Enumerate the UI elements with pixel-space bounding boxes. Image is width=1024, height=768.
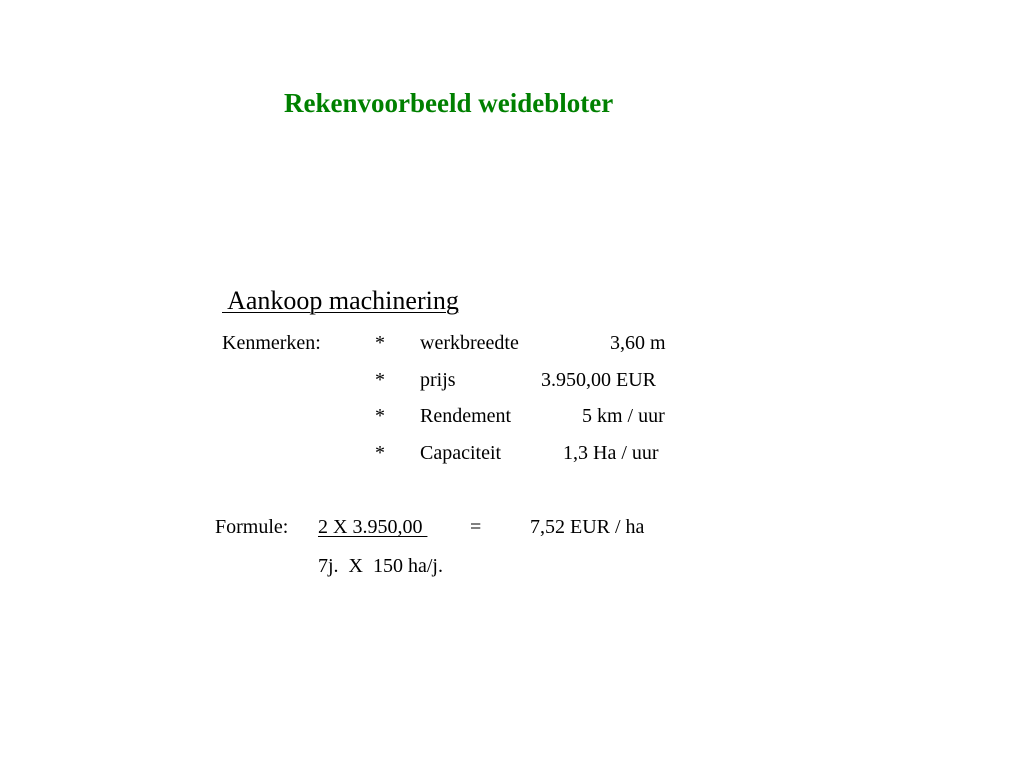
spec-value: 5 km / uur (582, 405, 665, 427)
bullet-star: * (375, 405, 385, 427)
spec-value: 3,60 m (610, 332, 666, 354)
bullet-star: * (375, 442, 385, 464)
slide-title: Rekenvoorbeeld weidebloter (284, 88, 614, 118)
formula-numerator: 2 X 3.950,00 (318, 516, 428, 538)
spec-value: 1,3 Ha / uur (563, 442, 659, 464)
formula-equals: = (470, 516, 482, 538)
spec-value: 3.950,00 EUR (541, 369, 656, 391)
spec-name: werkbreedte (420, 332, 519, 354)
formula-denominator: 7j. X 150 ha/j. (318, 555, 443, 577)
bullet-star: * (375, 369, 385, 391)
spec-name: prijs (420, 369, 456, 391)
bullet-star: * (375, 332, 385, 354)
specs-label: Kenmerken: (222, 332, 321, 354)
formula-label: Formule: (215, 516, 289, 538)
spec-name: Capaciteit (420, 442, 502, 464)
spec-name: Rendement (420, 405, 512, 427)
formula-result: 7,52 EUR / ha (530, 516, 645, 538)
section-heading: Aankoop machinering (222, 286, 459, 315)
